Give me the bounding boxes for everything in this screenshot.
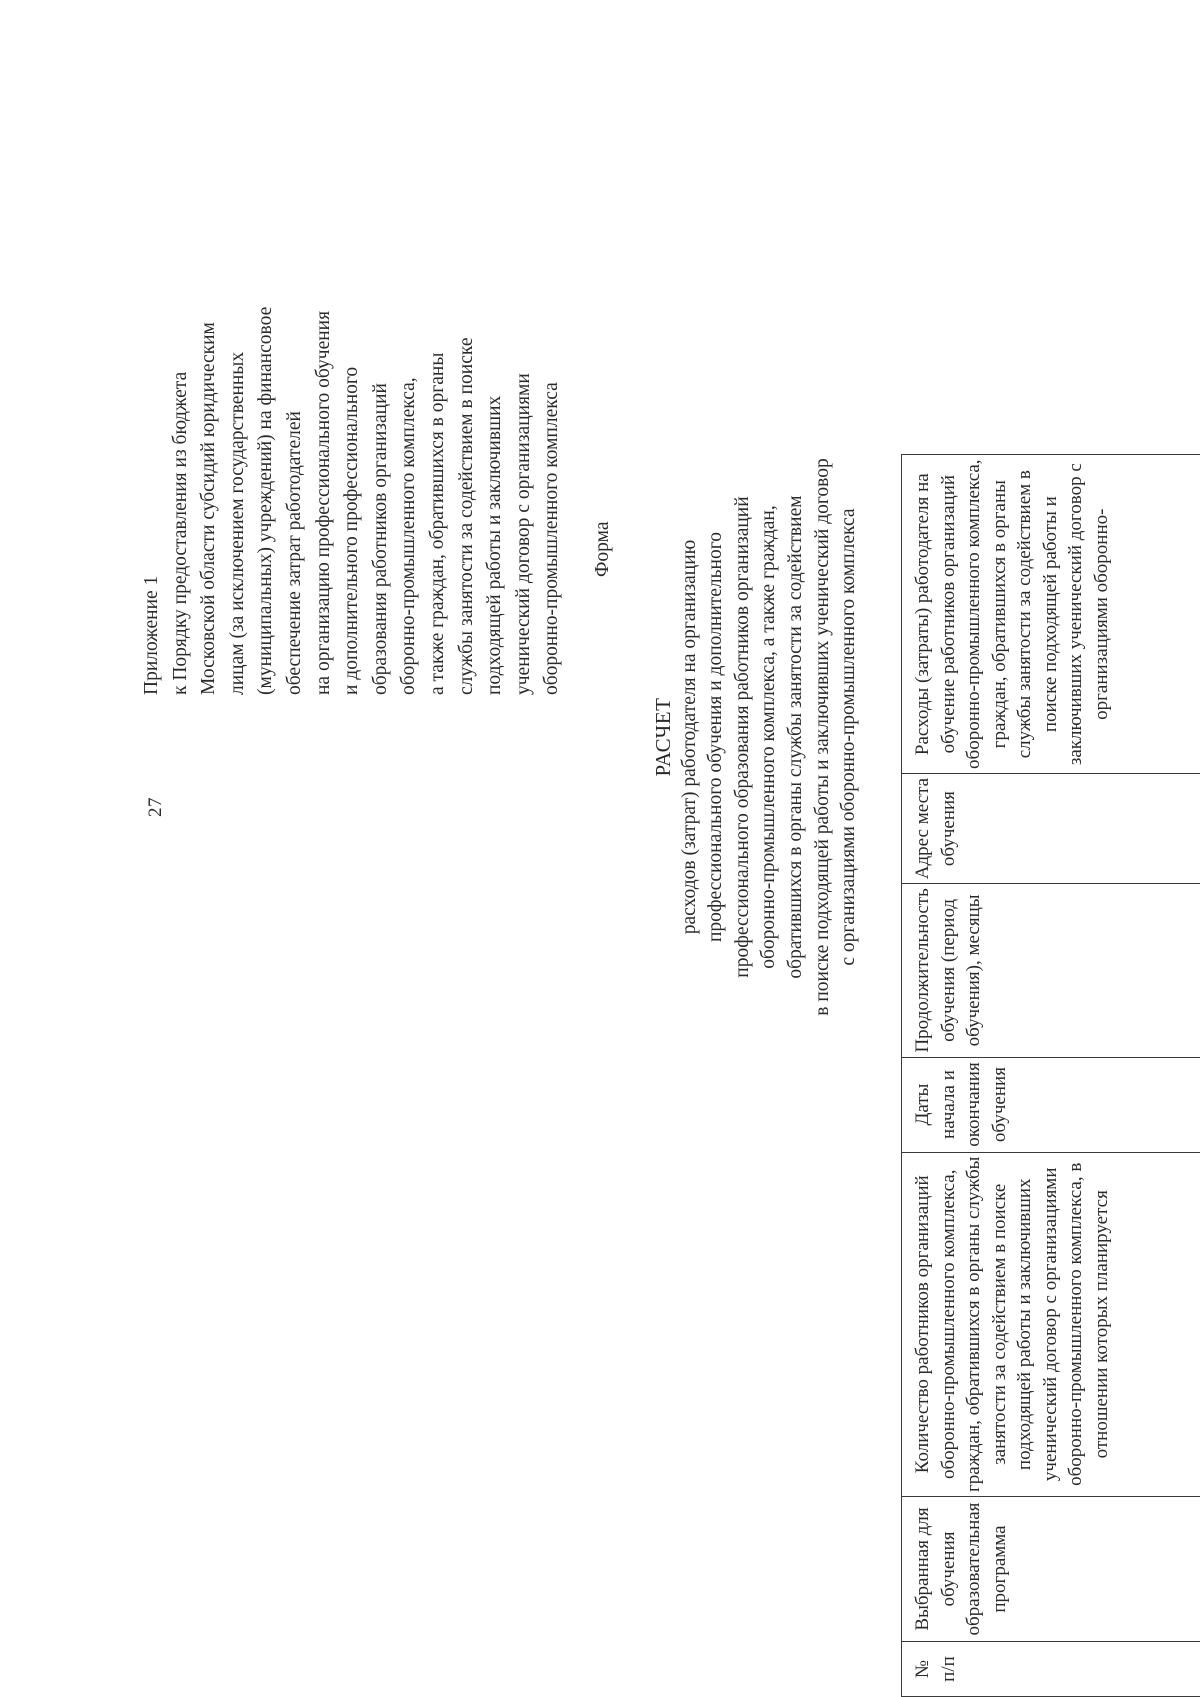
column-header-line: оборонно-промышленного комплекса,: [963, 459, 984, 769]
column-header-line: поиске подходящей работы и: [1039, 496, 1061, 733]
title-line: профессионального обучения и дополнительного: [705, 531, 727, 943]
form-label: Форма: [592, 521, 613, 577]
title-line: в поиске подходящей работы и заключивших ученический договор: [811, 458, 833, 1016]
appendix-line: оборонно-промышленного комплекса,: [398, 377, 420, 695]
appendix-line: обеспечение затрат работодателей: [283, 411, 305, 695]
column-header: [902, 1642, 1200, 1697]
column-header-line: службы занятости за содействием в: [1014, 470, 1035, 759]
column-header-line: Даты: [912, 1083, 933, 1126]
column-header-line: обучения), месяцы: [963, 894, 984, 1047]
column-header-line: №: [912, 1659, 933, 1679]
column-header: [902, 1152, 1200, 1496]
column-header-line: заключивших ученический договор с: [1065, 463, 1086, 766]
column-header-line: обучение работников организаций: [937, 474, 959, 754]
appendix-line: (муниципальных) учреждений) на финансовое: [255, 306, 277, 695]
column-header-line: отношении которых планируется: [1090, 1190, 1112, 1459]
calculation-table: [901, 454, 1200, 1697]
appendix-line: ученический договор с организациями: [512, 373, 534, 695]
column-header-line: программа: [988, 1525, 1010, 1613]
column-header-line: организациями оборонно-: [1090, 508, 1112, 720]
column-header-line: ученический договор с организациями: [1039, 1167, 1061, 1482]
page-number: 27: [145, 797, 166, 817]
column-header: [902, 455, 1200, 774]
title-heading: РАСЧЕТ: [651, 697, 675, 777]
title-line: с организациями оборонно-промышленного комплекса: [838, 508, 860, 966]
appendix-line: службы занятости за содействием в поиске: [455, 337, 477, 695]
column-header-line: обучения (период: [937, 898, 959, 1042]
title-line: расходов (затрат) работодателя на организацию: [678, 539, 700, 935]
column-header-line: обучения: [937, 1531, 959, 1607]
title-line: профессионального образования работников организаций: [731, 496, 753, 978]
appendix-line: оборонно-промышленного комплекса: [541, 382, 563, 695]
column-header-line: Количество работников организаций: [912, 1175, 933, 1474]
column-header-line: Адрес места: [912, 777, 933, 880]
title-subtitle: [677, 317, 863, 1157]
column-header-line: образовательная: [963, 1502, 984, 1636]
column-header-line: Расходы (затраты) работодателя на: [912, 473, 933, 756]
appendix-line: на организацию профессионального обучения: [312, 310, 334, 695]
document-title: [650, 317, 863, 1157]
appendix-line: подходящей работы и заключивших: [484, 395, 506, 695]
appendix-line: Приложение 1: [141, 575, 162, 695]
column-header-line: обучения: [988, 1067, 1010, 1143]
column-header-line: занятости за содействием в поиске: [988, 1183, 1010, 1465]
appendix-line: и дополнительного профессионального: [341, 366, 363, 695]
column-header-line: подходящей работы и заключивших: [1014, 1178, 1035, 1471]
column-header-line: граждан, обратившихся в органы: [988, 480, 1010, 749]
column-header-line: обучения: [937, 791, 959, 867]
column-header-line: граждан, обратившихся в органы службы: [963, 1156, 984, 1492]
column-header-line: оборонно-промышленного комплекса,: [937, 1169, 959, 1480]
title-line: обратившихся в органы службы занятости за содействием: [784, 495, 806, 979]
column-header: [902, 1057, 1200, 1152]
appendix-line: лицам (за исключением государственных: [226, 351, 248, 695]
appendix-line: к Порядку предоставления из бюджета: [169, 371, 191, 695]
appendix-line: а также граждан, обратившихся в органы: [426, 352, 448, 695]
column-header: [902, 1497, 1200, 1642]
column-header-line: Выбранная для: [912, 1507, 933, 1631]
column-header: [902, 884, 1200, 1057]
title-line: оборонно-промышленного комплекса, а также граждан,: [758, 505, 780, 969]
appendix-line: Московской области субсидий юридическим: [198, 322, 220, 695]
column-header-line: окончания: [963, 1062, 984, 1147]
column-header: [902, 773, 1200, 883]
table-header-row: [902, 455, 1200, 1697]
column-header-line: оборонно-промышленного комплекса, в: [1065, 1162, 1086, 1486]
column-header-line: п/п: [937, 1656, 959, 1682]
appendix-line: образования работников организаций: [369, 383, 391, 695]
appendix-reference: [138, 55, 567, 695]
column-header-line: Продолжительность: [912, 888, 933, 1053]
column-header-line: начала и: [937, 1070, 959, 1139]
